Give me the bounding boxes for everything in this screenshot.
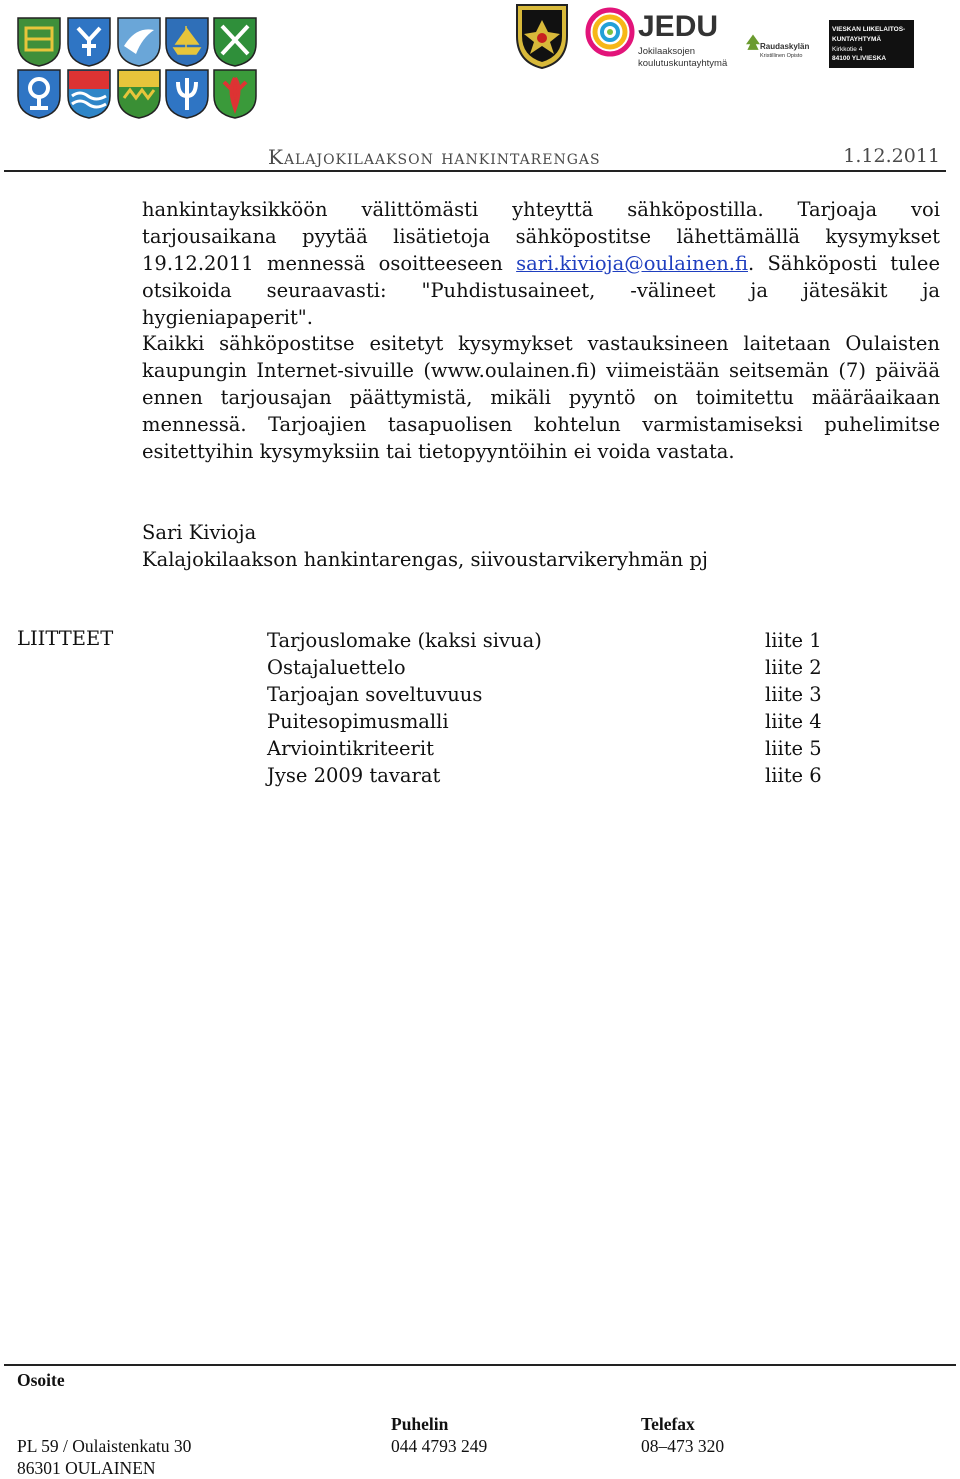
attachment-name: Tarjouslomake (kaksi sivua) <box>267 629 542 652</box>
ylivieska-line-1: VIESKAN LIIKELAITOS- <box>832 26 906 33</box>
jedu-subtitle-2: koulutuskuntayhtymä <box>638 58 728 69</box>
jedu-subtitle-1: Jokilaaksojen <box>638 46 696 57</box>
attachment-name: Puitesopimusmalli <box>267 710 449 733</box>
signature-block <box>142 519 708 573</box>
raudaskyla-name: Raudaskylän <box>760 42 810 51</box>
jedu-logo <box>584 6 734 72</box>
coat-of-arms-8-icon <box>116 68 162 120</box>
attachments-list <box>267 627 827 789</box>
attachment-ref: liite 3 <box>765 683 822 706</box>
footer-address-line-2: 86301 OULAINEN <box>17 1458 156 1478</box>
coat-of-arms-4-icon <box>164 16 210 68</box>
footer-divider <box>4 1364 956 1366</box>
raudaskyla-logo <box>746 30 810 70</box>
attachment-row <box>267 762 827 789</box>
attachment-row <box>267 681 827 708</box>
rescue-service-logo <box>514 2 570 70</box>
document-header-title: Kalajokilaakson hankintarengas <box>268 145 601 169</box>
coat-of-arms-5-icon <box>212 16 258 68</box>
paragraph-1-text-a: hankintayksikköön välittömästi yhteyttä sähköpostilla. Tarjoaja voi tarjousaikana pyytää lisätietoja sähköpostitse lähettämällä kysymykset 19.12.2011 mennessä osoitteeseen <box>142 198 940 275</box>
paragraph-contact-instructions <box>142 196 940 331</box>
ylivieska-line-3: Kirkkotie 4 <box>832 46 863 53</box>
paragraph-1-text-b: . Sähköposti tulee otsikoida seuraavasti: "Puhdistusaineet, -välineet ja jätesäkit ja hygieniapaperit". <box>142 252 940 329</box>
attachments-heading: LIITTEET <box>17 627 114 650</box>
signer-title: Kalajokilaakson hankintarengas, siivoustarvikeryhmän pj <box>142 548 708 571</box>
email-link[interactable]: sari.kivioja@oulainen.fi <box>516 252 748 275</box>
signer-name: Sari Kivioja <box>142 521 257 544</box>
document-date: 1.12.2011 <box>843 145 940 167</box>
attachment-ref: liite 4 <box>765 710 822 733</box>
footer-fax: 08–473 320 <box>641 1436 725 1456</box>
coat-of-arms-3-icon <box>116 16 162 68</box>
coat-of-arms-6-icon <box>16 68 62 120</box>
jedu-rings-icon <box>584 6 636 58</box>
footer-phone-label: Puhelin <box>391 1414 449 1434</box>
attachment-row <box>267 627 827 654</box>
attachment-row <box>267 735 827 762</box>
attachment-ref: liite 6 <box>765 764 822 787</box>
header-divider <box>4 170 946 172</box>
attachment-name: Arviointikriteerit <box>267 737 434 760</box>
ylivieska-logo <box>829 20 914 68</box>
paragraph-questions-policy: Kaikki sähköpostitse esitetyt kysymykset vastauksineen laitetaan Oulaisten kaupungin Internet-sivuille (www.oulainen.fi) viimeistään seitsemän (7) päivää ennen tarjousajan päättymistä, mikäli pyyntö on toimitettu määräaikaan mennessä. Tarjoajien tasapuolisen kohtelun varmistamiseksi puhelimitse esitettyihin kysymyksiin tai tietopyyntöihin ei voida vastata. <box>142 332 940 463</box>
jedu-name: JEDU <box>638 10 719 43</box>
tree-icon <box>746 34 760 56</box>
coat-of-arms-2-icon <box>66 16 112 68</box>
attachment-row <box>267 654 827 681</box>
footer-fax-label: Telefax <box>641 1414 695 1434</box>
coat-of-arms-10-icon <box>212 68 258 120</box>
coat-of-arms-1-icon <box>16 16 62 68</box>
attachment-name: Jyse 2009 tavarat <box>267 764 441 787</box>
attachment-name: Ostajaluettelo <box>267 656 406 679</box>
attachment-ref: liite 5 <box>765 737 822 760</box>
ylivieska-line-2: KUNTAYHTYMÄ <box>832 36 882 43</box>
footer-address-line-1: PL 59 / Oulaistenkatu 30 <box>17 1436 192 1456</box>
coat-of-arms-7-icon <box>66 68 112 120</box>
footer-phone: 044 4793 249 <box>391 1436 488 1456</box>
coat-of-arms-9-icon <box>164 68 210 120</box>
attachment-row <box>267 708 827 735</box>
attachment-ref: liite 2 <box>765 656 822 679</box>
attachment-name: Tarjoajan soveltuvuus <box>267 683 483 706</box>
ylivieska-line-4: 84100 YLIVIESKA <box>832 55 887 62</box>
footer-address-label: Osoite <box>17 1370 65 1390</box>
attachment-ref: liite 1 <box>765 629 822 652</box>
raudaskyla-subtitle: Kristillinen Opisto <box>760 53 803 59</box>
